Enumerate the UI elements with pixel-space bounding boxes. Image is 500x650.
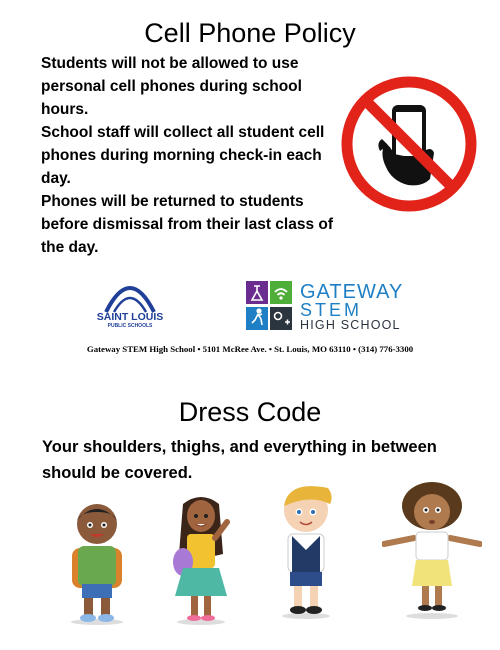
- gw-line3: HIGH SCHOOL: [300, 318, 401, 332]
- school-address: Gateway STEM High School • 5101 McRee Ave. • St. Louis, MO 63110 • (314) 776-3300: [86, 344, 414, 354]
- gw-line2: STEM: [300, 300, 363, 320]
- stl-line2: PUBLIC SCHOOLS: [107, 323, 153, 329]
- student-boy-backpack-illustration: [62, 498, 132, 626]
- no-phone-icon: [340, 75, 478, 213]
- stl-line1: SAINT LOUIS: [96, 311, 164, 323]
- student-girl-arms-out-illustration: [382, 480, 482, 620]
- gw-line1: GATEWAY: [300, 281, 404, 303]
- policy-paragraph-2: School staff will collect all student cell phones during morning check-in each day.: [41, 124, 325, 187]
- gateway-stem-logo: [246, 280, 426, 332]
- policy-title: Cell Phone Policy: [144, 18, 356, 48]
- policy-paragraph-1: Students will not be allowed to use personal cell phones during school hours.: [41, 55, 302, 118]
- dress-code-text: Your shoulders, thighs, and everything in between should be covered.: [42, 438, 437, 482]
- dress-code-title: Dress Code: [178, 397, 322, 427]
- saint-louis-logo: [90, 278, 170, 330]
- gateway-icon-grid: [246, 281, 292, 330]
- student-boy-vest-illustration: [272, 480, 340, 620]
- policy-paragraph-3: Phones will be returned to students before dismissal from their last class of the day.: [41, 193, 334, 256]
- student-girl-waving-illustration: [165, 492, 237, 626]
